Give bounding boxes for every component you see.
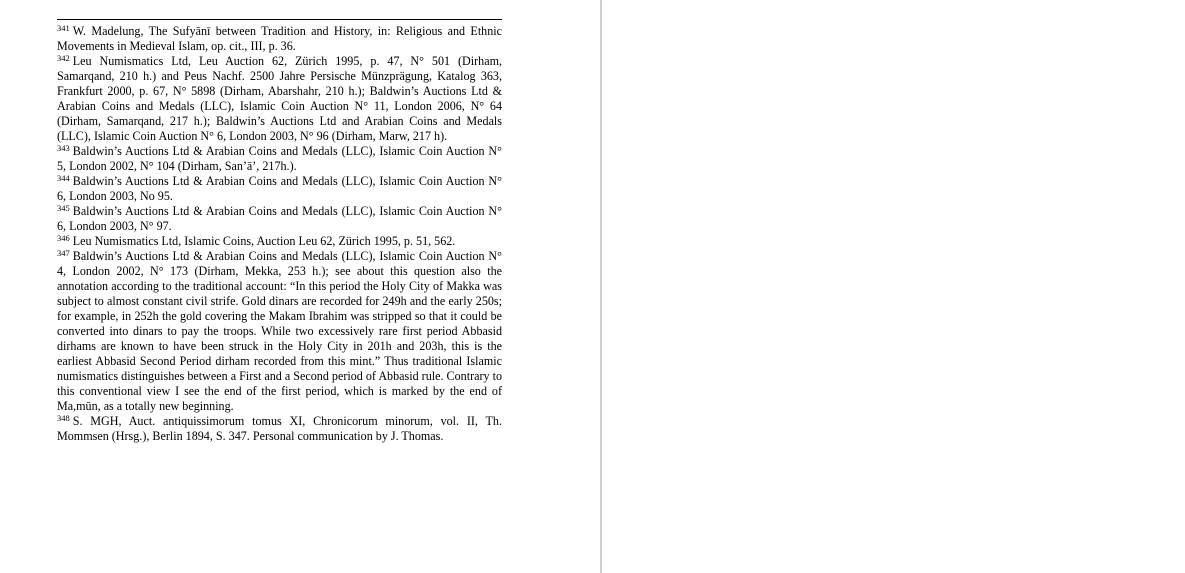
- footnote-345: [57, 204, 502, 234]
- footnote-number: 343: [57, 143, 70, 153]
- footnote-number: 342: [57, 53, 70, 63]
- footnote-text: S. MGH, Auct. antiquissimorum tomus XI, Chronicorum minorum, vol. II, Th. Mommsen (Hrsg.), Berlin 1894, S. 347. Personal communication by J. Thomas.: [57, 414, 502, 443]
- footnote-text: Baldwin’s Auctions Ltd & Arabian Coins and Medals (LLC), Islamic Coin Auction N° 6, London 2003, N° 97.: [57, 204, 502, 233]
- footnote-text: Leu Numismatics Ltd, Leu Auction 62, Zürich 1995, p. 47, N° 501 (Dirham, Samarqand, 210 h.) and Peus Nachf. 2500 Jahre Persische Münzprägung, Katalog 363, Frankfurt 2000, p. 67, N° 5898 (Dirham, Abarshahr, 210 h.); Baldwin’s Auctions Ltd & Arabian Coins and Medals (LLC), Islamic Coin Auction N° 11, London 2006, N° 64 (Dirham, Samarqand, 217 h.); Baldwin’s Auctions Ltd and Arabian Coins and Medals (LLC), Islamic Coin Auction N° 6, London 2003, N° 96 (Dirham, Marw, 217 h).: [57, 54, 502, 143]
- footnote-number: 341: [57, 23, 70, 33]
- footnote-348: [57, 414, 502, 444]
- footnote-346: [57, 234, 502, 249]
- footnote-number: 348: [57, 413, 70, 423]
- footnote-342: [57, 54, 502, 144]
- footnotes-section: [57, 24, 502, 444]
- footnote-343: [57, 144, 502, 174]
- footnote-separator: [57, 19, 502, 20]
- footnote-text: Leu Numismatics Ltd, Islamic Coins, Auction Leu 62, Zürich 1995, p. 51, 562.: [72, 234, 456, 248]
- footnote-number: 345: [57, 203, 70, 213]
- footnote-text: Baldwin’s Auctions Ltd & Arabian Coins and Medals (LLC), Islamic Coin Auction N° 4, London 2002, N° 173 (Dirham, Mekka, 253 h.); see about this question also the annotation according to the traditional account: “In this period the Holy City of Makka was subject to almost constant civil strife. Gold dinars are recorded for 249h and the early 250s; for example, in 252h the gold covering the Makam Ibrahim was stripped so that it could be converted into dinars to pay the troops. While two excessively rare first period Abbasid dirhams are known to have been struck in the Holy City in 201h and 203h, this is the earliest Abbasid Second Period dirham recorded from this mint.” Thus traditional Islamic numismatics distinguishes between a First and a Second period of Abbasid rule. Contrary to this conventional view I see the end of the first period, which is marked by the end of Ma,mūn, as a totally new beginning.: [57, 249, 502, 413]
- footnote-number: 347: [57, 248, 70, 258]
- footnote-text: Baldwin’s Auctions Ltd & Arabian Coins and Medals (LLC), Islamic Coin Auction N° 5, London 2002, N° 104 (Dirham, San’ā’, 217h.).: [57, 144, 502, 173]
- footnote-text: Baldwin’s Auctions Ltd & Arabian Coins and Medals (LLC), Islamic Coin Auction N° 6, London 2003, No 95.: [57, 174, 502, 203]
- document-page-right: [602, 0, 1185, 573]
- footnote-number: 344: [57, 173, 70, 183]
- footnote-347: [57, 249, 502, 414]
- footnote-344: [57, 174, 502, 204]
- footnote-341: [57, 24, 502, 54]
- footnote-number: 346: [57, 233, 70, 243]
- footnote-text: W. Madelung, The Sufyānī between Tradition and History, in: Religious and Ethnic Movements in Medieval Islam, op. cit., III, p. 36.: [57, 24, 502, 53]
